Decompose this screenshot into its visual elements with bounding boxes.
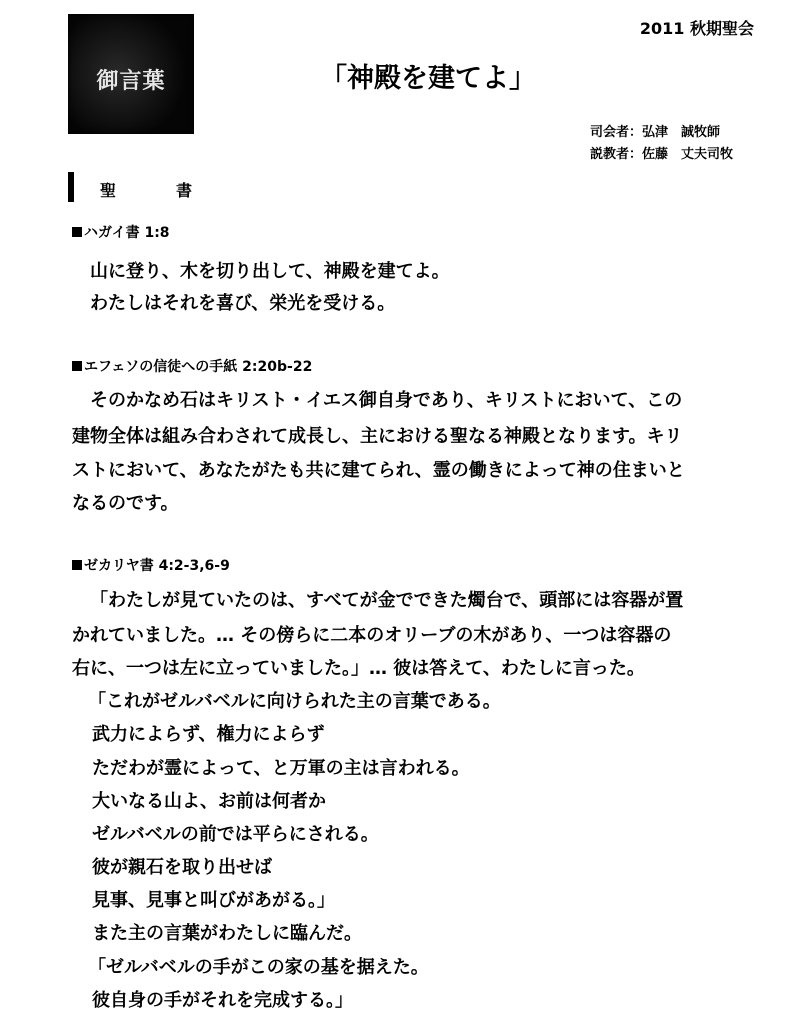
passage-line: 「わたしが見ていたのは、すべてが金でできた燭台で、頭部には容器が置	[90, 590, 684, 611]
sermon-title: 「神殿を建てよ」	[320, 63, 536, 94]
square-bullet-icon	[72, 560, 82, 570]
passage-line: かれていました。… その傍らに二本のオリーブの木があり、一つは容器の	[72, 625, 672, 646]
event-name: 2011 秋期聖会	[639, 19, 754, 38]
passage-ref: ゼカリヤ書 4:2-3,6-9	[72, 555, 230, 575]
passage-ref: エフェソの信徒への手紙 2:20b-22	[72, 356, 312, 376]
section-bar	[68, 172, 74, 202]
passage-line: 彼自身の手がそれを完成する。」	[92, 990, 353, 1011]
passage-line: ただわが霊によって、と万軍の主は言われる。	[92, 758, 470, 779]
passage-line: 山に登り、木を切り出して、神殿を建てよ。	[90, 261, 450, 282]
passage-line: ゼルバベルの前では平らにされる。	[92, 824, 379, 845]
square-bullet-icon	[72, 227, 82, 237]
passage-line: 「ゼルバベルの手がこの家の基を据えた。	[88, 957, 429, 978]
passage-line: また主の言葉がわたしに臨んだ。	[92, 923, 362, 944]
passage-line: 建物全体は組み合わされて成長し、主における聖なる神殿となります。キリ	[72, 426, 683, 447]
section-title: 聖 書	[100, 181, 215, 200]
passage-line: 武力によらず、権力によらず	[92, 724, 325, 745]
passage-line: わたしはそれを喜び、栄光を受ける。	[90, 293, 396, 314]
passage-ref: ハガイ書 1:8	[72, 222, 170, 242]
square-bullet-icon	[72, 361, 82, 371]
passage-line: そのかなめ石はキリスト・イエス御自身であり、キリストにおいて、この	[90, 390, 683, 411]
passage-line: 大いなる山よ、お前は何者か	[92, 791, 326, 812]
logo-text: 御言葉	[96, 69, 166, 94]
passage-line: 彼が親石を取り出せば	[92, 857, 272, 878]
officiant: 司会者：弘津 誠牧師	[590, 125, 721, 140]
passage-line: 「これがゼルバベルに向けられた主の言葉である。	[88, 691, 501, 712]
passage-line: なるのです。	[72, 493, 179, 514]
logo-box	[68, 14, 194, 134]
passage-line: ストにおいて、あなたがたも共に建てられ、霊の働きによって神の住まいと	[72, 460, 685, 481]
preacher: 説教者：佐藤 丈夫司牧	[590, 147, 734, 162]
passage-line: 右に、一つは左に立っていました。」… 彼は答えて、わたしに言った。	[72, 658, 645, 679]
passage-line: 見事、見事と叫びがあがる。」	[92, 890, 335, 911]
